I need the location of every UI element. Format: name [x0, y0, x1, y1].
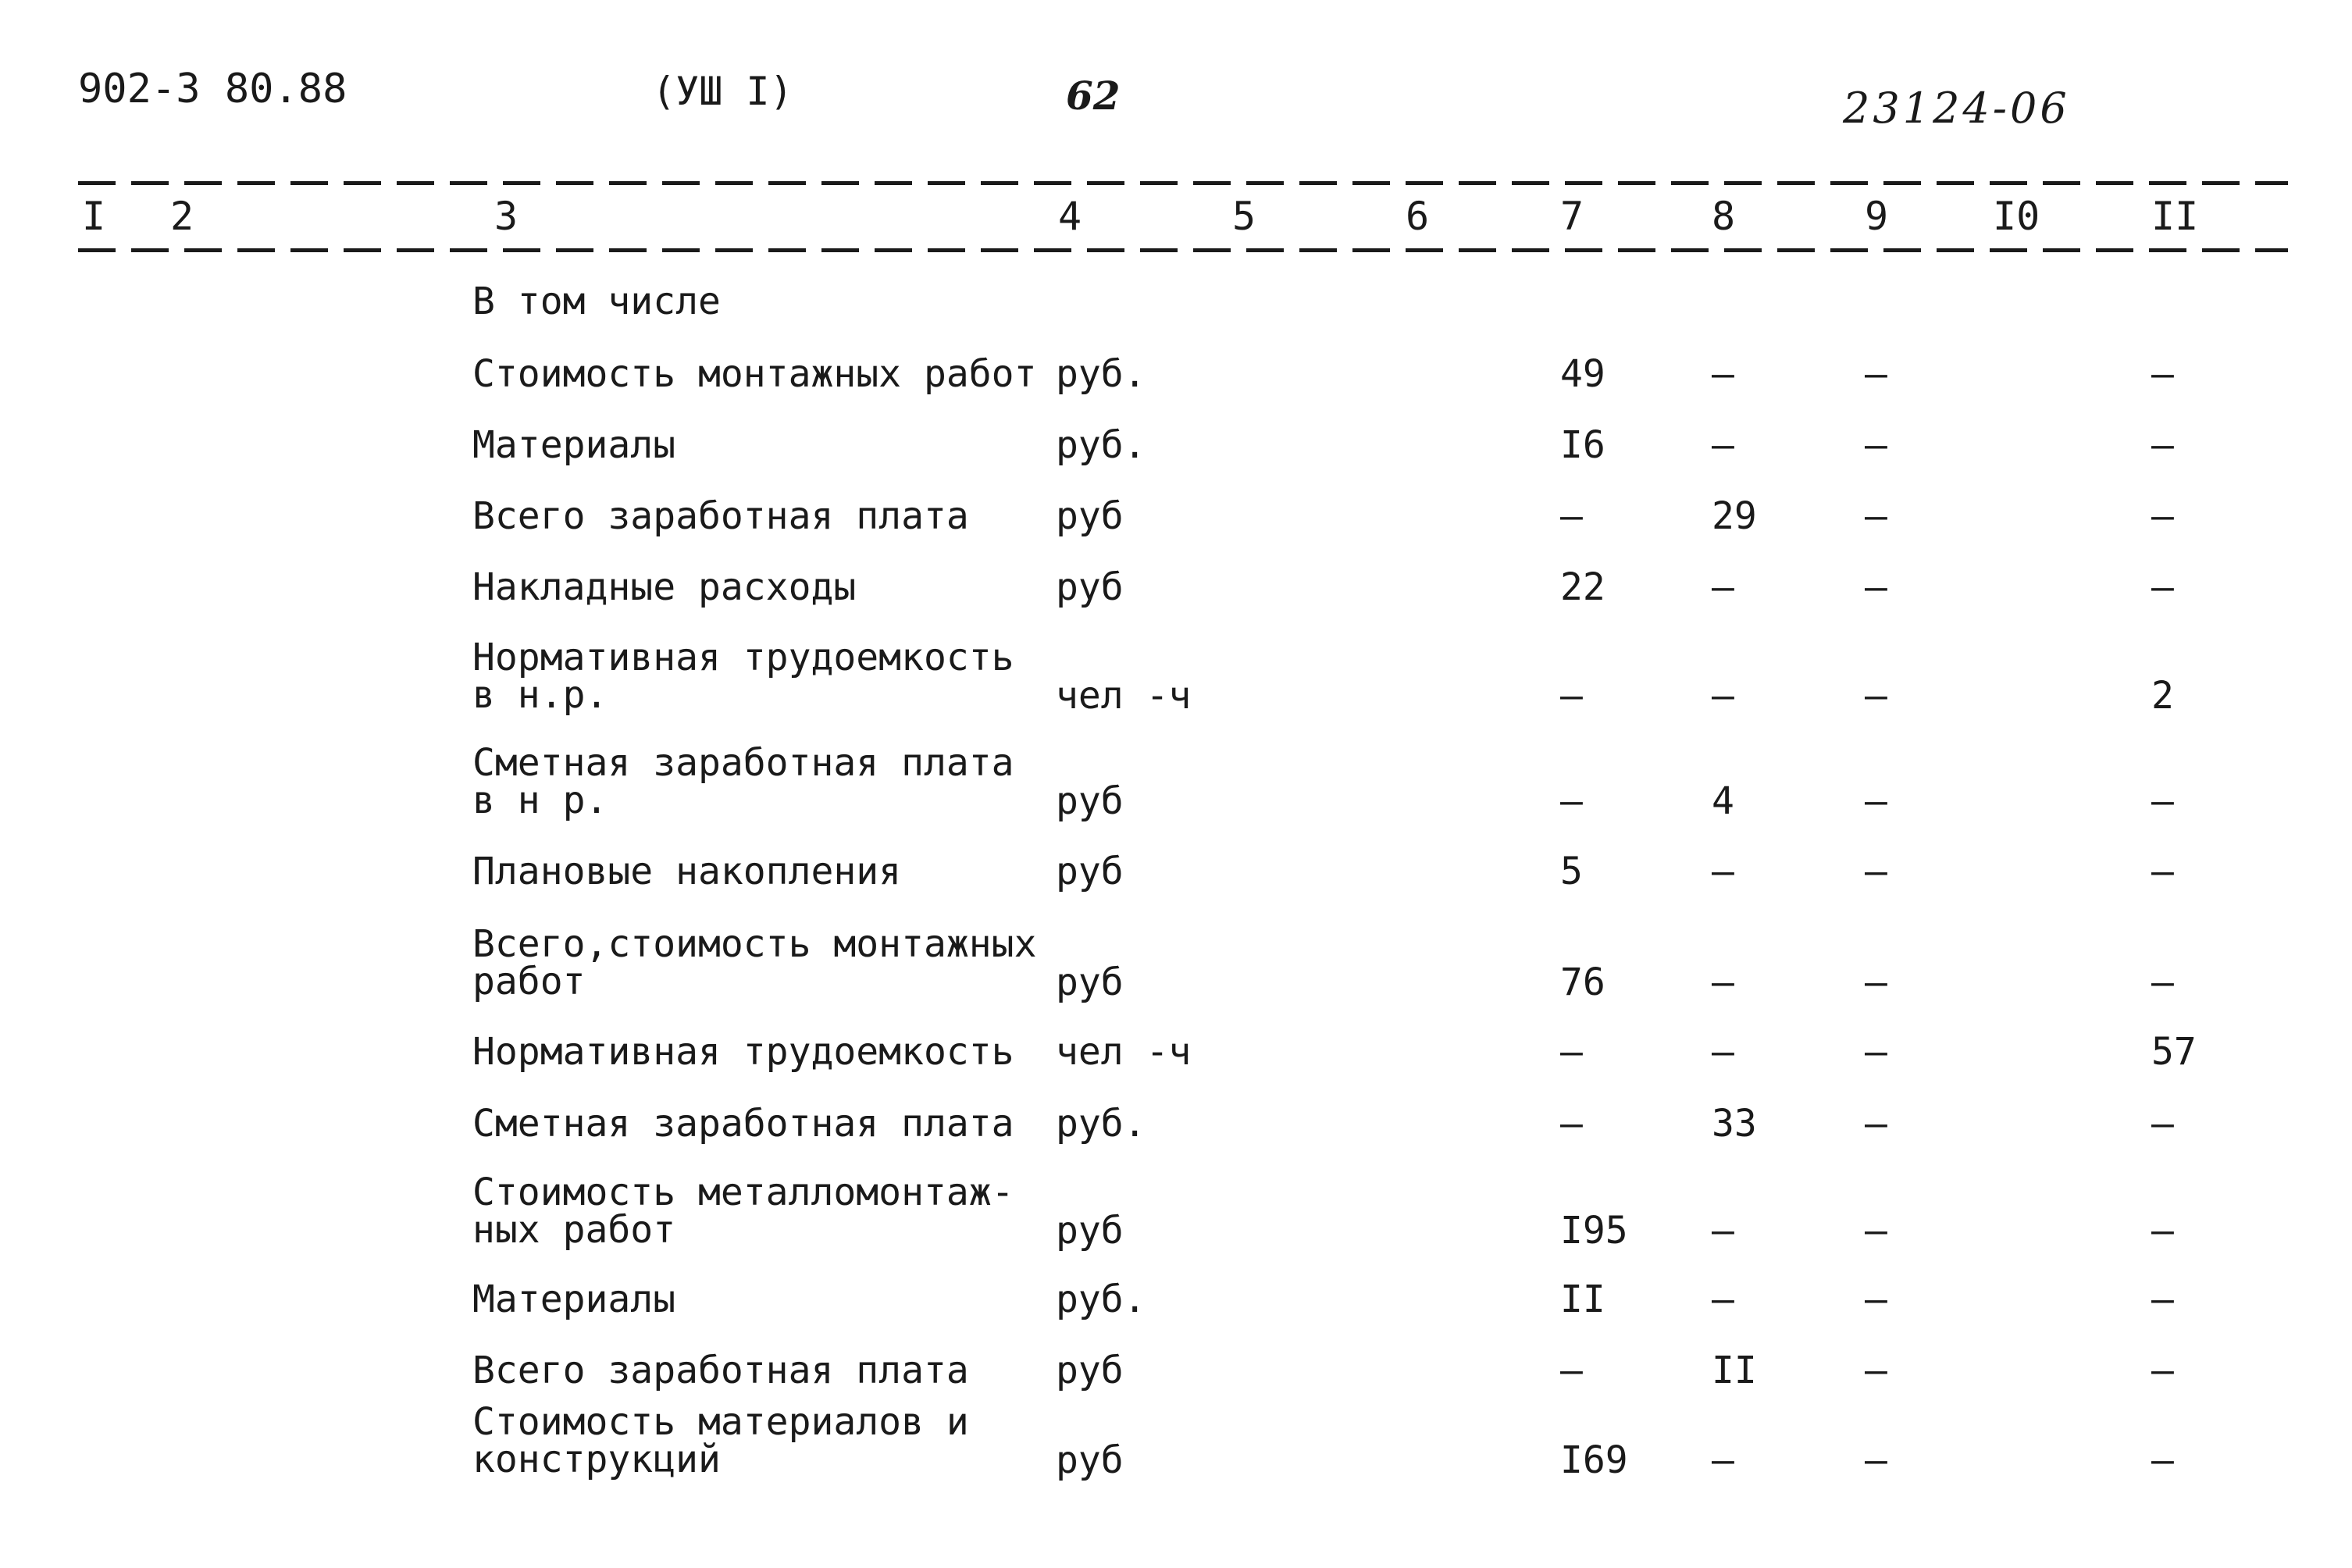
- col-header-3: 3: [494, 194, 519, 239]
- row-col9: –: [1865, 1102, 1887, 1146]
- row-unit: руб.: [1056, 423, 1146, 467]
- row-col7: –: [1560, 779, 1583, 823]
- row-col9: –: [1865, 565, 1887, 609]
- row-col9: –: [1865, 352, 1887, 396]
- row-col11: –: [2151, 565, 2174, 609]
- row-col7: 22: [1560, 565, 1605, 609]
- row-col8: –: [1712, 565, 1734, 609]
- row-unit: руб.: [1056, 1278, 1146, 1321]
- row-unit: руб: [1056, 565, 1124, 609]
- row-col9: –: [1865, 1349, 1887, 1392]
- row-unit: чел -ч: [1056, 674, 1192, 718]
- col-header-8: 8: [1712, 194, 1736, 239]
- row-col8: –: [1712, 960, 1734, 1004]
- header-rule-top: [78, 181, 2288, 185]
- header-rule-bottom: [78, 248, 2288, 252]
- row-unit: руб: [1056, 1349, 1124, 1392]
- archive-number: 23124-06: [1843, 84, 2070, 133]
- row-col8: 29: [1712, 494, 1757, 538]
- row-col7: II: [1560, 1278, 1605, 1321]
- row-unit: руб: [1056, 779, 1124, 823]
- row-col7: –: [1560, 494, 1583, 538]
- row-col8: II: [1712, 1349, 1757, 1392]
- col-header-2: 2: [170, 194, 194, 239]
- row-description: Всего,стоимость монтажных работ: [472, 922, 1037, 1003]
- row-unit: руб: [1056, 1209, 1124, 1253]
- row-col11: –: [2151, 1349, 2174, 1392]
- row-col11: –: [2151, 1102, 2174, 1146]
- row-description: Плановые накопления: [472, 850, 902, 893]
- row-col9: –: [1865, 1278, 1887, 1321]
- row-col11: 57: [2151, 1030, 2197, 1074]
- row-description: Нормативная трудоемкость: [472, 1030, 1014, 1074]
- row-unit: руб: [1056, 960, 1124, 1004]
- row-col7: –: [1560, 1102, 1583, 1146]
- row-col7: –: [1560, 674, 1583, 718]
- row-unit: руб.: [1056, 352, 1146, 396]
- row-col9: –: [1865, 779, 1887, 823]
- row-col8: 33: [1712, 1102, 1757, 1146]
- row-description: Стоимость монтажных работ: [472, 352, 1037, 396]
- row-col8: –: [1712, 1030, 1734, 1074]
- row-col8: –: [1712, 850, 1734, 893]
- row-col11: –: [2151, 494, 2174, 538]
- row-col8: 4: [1712, 779, 1734, 823]
- row-col11: –: [2151, 779, 2174, 823]
- row-col7: 76: [1560, 960, 1605, 1004]
- row-description: Нормативная трудоемкость в н.р.: [472, 636, 1014, 717]
- page-number: 62: [1066, 73, 1121, 119]
- row-description: Всего заработная плата: [472, 1349, 969, 1392]
- col-header-5: 5: [1232, 194, 1256, 239]
- row-description: Всего заработная плата: [472, 494, 969, 538]
- row-col9: –: [1865, 1438, 1887, 1482]
- row-col11: –: [2151, 850, 2174, 893]
- row-col7: –: [1560, 1349, 1583, 1392]
- col-header-1: I: [82, 194, 106, 239]
- row-col9: –: [1865, 423, 1887, 467]
- row-col7: 5: [1560, 850, 1583, 893]
- row-col7: –: [1560, 1030, 1583, 1074]
- row-col7: 49: [1560, 352, 1605, 396]
- row-col11: –: [2151, 352, 2174, 396]
- row-col7: I6: [1560, 423, 1605, 467]
- row-unit: руб: [1056, 850, 1124, 893]
- row-col9: –: [1865, 674, 1887, 718]
- row-col11: –: [2151, 423, 2174, 467]
- row-unit: руб: [1056, 494, 1124, 538]
- intro-text: В том числе: [472, 280, 721, 323]
- row-col11: –: [2151, 1278, 2174, 1321]
- row-description: Материалы: [472, 1278, 676, 1321]
- row-col8: –: [1712, 1438, 1734, 1482]
- row-col9: –: [1865, 1209, 1887, 1253]
- row-col9: –: [1865, 494, 1887, 538]
- col-header-4: 4: [1058, 194, 1082, 239]
- row-col8: –: [1712, 1209, 1734, 1253]
- row-col7: I69: [1560, 1438, 1628, 1482]
- col-header-11: II: [2151, 194, 2199, 239]
- row-description: Накладные расходы: [472, 565, 857, 609]
- row-col11: –: [2151, 960, 2174, 1004]
- row-col8: –: [1712, 423, 1734, 467]
- row-col8: –: [1712, 1278, 1734, 1321]
- row-col11: –: [2151, 1438, 2174, 1482]
- row-col11: 2: [2151, 674, 2174, 718]
- row-description: Стоимость металломонтаж- ных работ: [472, 1171, 1014, 1252]
- row-description: Стоимость материалов и конструкций: [472, 1400, 969, 1481]
- row-col7: I95: [1560, 1209, 1628, 1253]
- col-header-6: 6: [1406, 194, 1430, 239]
- row-col9: –: [1865, 960, 1887, 1004]
- col-header-9: 9: [1865, 194, 1889, 239]
- row-unit: чел -ч: [1056, 1030, 1192, 1074]
- row-col9: –: [1865, 1030, 1887, 1074]
- col-header-10: I0: [1993, 194, 2040, 239]
- row-col9: –: [1865, 850, 1887, 893]
- row-description: Сметная заработная плата в н р.: [472, 741, 1014, 822]
- row-description: Сметная заработная плата: [472, 1102, 1014, 1146]
- row-unit: руб: [1056, 1438, 1124, 1482]
- row-col8: –: [1712, 674, 1734, 718]
- row-description: Материалы: [472, 423, 676, 467]
- doc-code: 902-3 80.88: [78, 66, 347, 112]
- section-label: (УШ I): [652, 69, 793, 114]
- row-unit: руб.: [1056, 1102, 1146, 1146]
- row-col8: –: [1712, 352, 1734, 396]
- col-header-7: 7: [1560, 194, 1584, 239]
- row-col11: –: [2151, 1209, 2174, 1253]
